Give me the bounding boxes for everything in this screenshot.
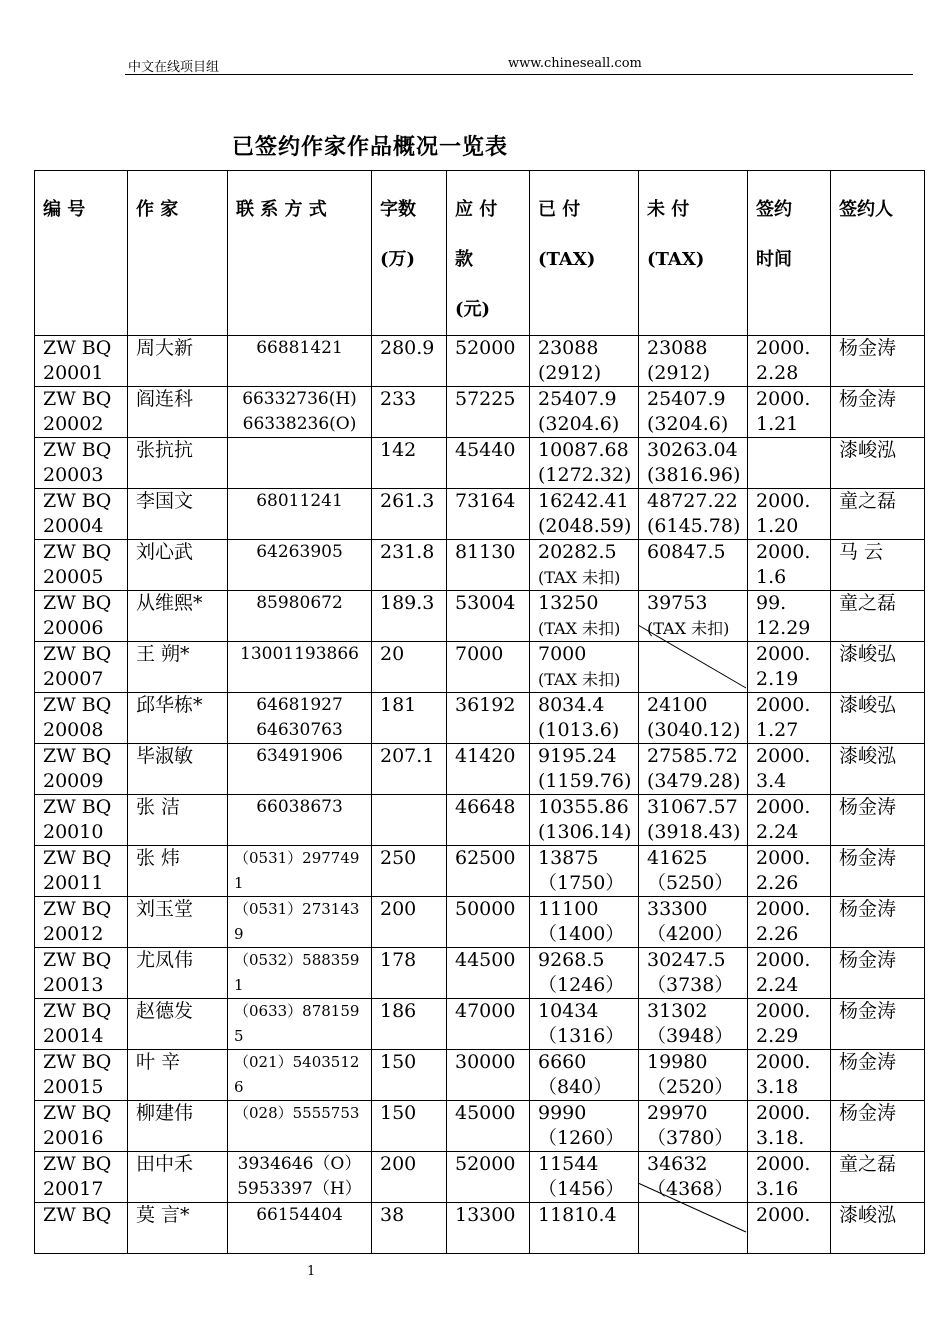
- cell-contact-line: 85980672: [256, 593, 343, 613]
- cell-paid-line: 16242.41: [538, 490, 629, 512]
- cell-date-line: 2.26: [756, 872, 799, 894]
- cell-date-line: 2000.: [756, 490, 811, 512]
- cell-author: 张抗抗: [128, 438, 228, 489]
- cell-words: 233: [372, 387, 447, 438]
- cell-author: 赵德发: [128, 999, 228, 1050]
- cell-unpaid-line: 27585.72: [647, 745, 738, 767]
- header-label: (万): [380, 249, 416, 270]
- cell-words: 186: [372, 999, 447, 1050]
- cell-paid-line: 25407.9: [538, 388, 617, 410]
- header-label: 应 付: [455, 199, 498, 220]
- cell-unpaid-line: 23088: [647, 337, 708, 359]
- cell-unpaid-line: （3948）: [647, 1025, 734, 1047]
- cell-due: 13300: [447, 1203, 530, 1254]
- cell-unpaid-line: 30247.5: [647, 949, 726, 971]
- cell-words: 189.3: [372, 591, 447, 642]
- cell-signer: 杨金涛: [831, 846, 925, 897]
- cell-id-line: ZW BQ: [43, 1102, 112, 1124]
- cell-id-line: 20007: [43, 668, 104, 690]
- header-url[interactable]: www.chineseall.com: [508, 56, 642, 71]
- cell-unpaid-line: 31067.57: [647, 796, 738, 818]
- cell-id-line: 20016: [43, 1127, 104, 1149]
- cell-author: 莫 言*: [128, 1203, 228, 1254]
- cell-date-line: 2000.: [756, 1000, 811, 1022]
- cell-author: 尤凤伟: [128, 948, 228, 999]
- cell-id-line: ZW BQ: [43, 745, 112, 767]
- cell-unpaid-line: (6145.78): [647, 515, 741, 537]
- cell-unpaid-line: （3780）: [647, 1127, 734, 1149]
- cell-date-line: 2.24: [756, 821, 799, 843]
- cell-signer: 杨金涛: [831, 897, 925, 948]
- cell-due: 57225: [447, 387, 530, 438]
- header-label: 未 付: [647, 199, 690, 220]
- cell-contact-line: 66881421: [256, 338, 343, 358]
- cell-signer: 漆峻泓: [831, 438, 925, 489]
- cell-unpaid-line: 29970: [647, 1102, 708, 1124]
- cell-paid-line: 10434: [538, 1000, 599, 1022]
- cell-due: 7000: [447, 642, 530, 693]
- cell-paid-line: (1306.14): [538, 821, 632, 843]
- cell-paid-line: (TAX 未扣): [538, 568, 621, 587]
- cell-id-line: 20002: [43, 413, 104, 435]
- cell-contact-line: 5953397（H）: [237, 1179, 362, 1199]
- cell-unpaid-line: (3040.12): [647, 719, 741, 741]
- cell-due: 45000: [447, 1101, 530, 1152]
- strike-line-last-row: [638, 1183, 746, 1232]
- cell-unpaid-line: (3204.6): [647, 413, 729, 435]
- cell-contact-line: 6: [234, 1078, 244, 1096]
- cell-contact-line: 13001193866: [240, 644, 359, 664]
- cell-paid-line: (3204.6): [538, 413, 620, 435]
- cell-due: 62500: [447, 846, 530, 897]
- cell-date-line: 2000.: [756, 1102, 811, 1124]
- cell-signer: 杨金涛: [831, 999, 925, 1050]
- cell-unpaid-line: （2520）: [647, 1076, 734, 1098]
- cell-unpaid-line: （4200）: [647, 923, 734, 945]
- cell-author: 李国文: [128, 489, 228, 540]
- cell-date-line: 2000.: [756, 337, 811, 359]
- cell-due: 52000: [447, 336, 530, 387]
- cell-due: 53004: [447, 591, 530, 642]
- cell-paid-line: (2912): [538, 362, 602, 384]
- cell-signer: 漆峻弘: [831, 693, 925, 744]
- cell-unpaid-line: （5250）: [647, 872, 734, 894]
- cell-words: 38: [372, 1203, 447, 1254]
- cell-date-line: 2000.: [756, 796, 811, 818]
- cell-due: 46648: [447, 795, 530, 846]
- cell-paid-line: 23088: [538, 337, 599, 359]
- cell-date-line: 2000.: [756, 694, 811, 716]
- cell-author: 张 洁: [128, 795, 228, 846]
- cell-unpaid-line: (3918.43): [647, 821, 741, 843]
- cell-author: 周大新: [128, 336, 228, 387]
- cell-contact-line: （0532）588359: [234, 951, 360, 969]
- cell-id-line: ZW BQ: [43, 949, 112, 971]
- cell-signer: 马 云: [831, 540, 925, 591]
- cell-id-line: ZW BQ: [43, 541, 112, 563]
- cell-contact-line: （021）5403512: [234, 1053, 360, 1071]
- cell-date-line: 3.18.: [756, 1127, 805, 1149]
- cell-date-line: 2000.: [756, 898, 811, 920]
- cell-contact-line: 5: [234, 1027, 244, 1045]
- cell-contact-line: （0531）297749: [234, 849, 360, 867]
- cell-words: 207.1: [372, 744, 447, 795]
- cell-author: 阎连科: [128, 387, 228, 438]
- cell-id-line: 20008: [43, 719, 104, 741]
- cell-due: 41420: [447, 744, 530, 795]
- cell-contact-line: （0531）273143: [234, 900, 360, 918]
- cell-due: 44500: [447, 948, 530, 999]
- cell-signer: 杨金涛: [831, 1101, 925, 1152]
- cell-paid-line: 11100: [538, 898, 599, 920]
- cell-contact-line: 9: [234, 925, 244, 943]
- cell-id-line: ZW BQ: [43, 847, 112, 869]
- cell-id-line: ZW BQ: [43, 1000, 112, 1022]
- cell-date-line: 3.16: [756, 1178, 799, 1200]
- cell-id-line: 20006: [43, 617, 104, 639]
- cell-date-line: 2.28: [756, 362, 799, 384]
- cell-date-line: 2.24: [756, 974, 799, 996]
- cell-paid-line: 13875: [538, 847, 599, 869]
- page-title: 已签约作家作品概况一览表: [232, 134, 509, 160]
- cell-paid-line: (TAX 未扣): [538, 670, 621, 689]
- cell-date-line: 2000.: [756, 1051, 811, 1073]
- cell-contact-line: 66332736(H): [242, 389, 357, 409]
- cell-signer: 杨金涛: [831, 1050, 925, 1101]
- cell-paid-line: （840）: [538, 1076, 613, 1098]
- cell-due: 47000: [447, 999, 530, 1050]
- cell-paid-line: （1456）: [538, 1178, 625, 1200]
- cell-words: 250: [372, 846, 447, 897]
- cell-signer: 杨金涛: [831, 795, 925, 846]
- header-label: 款: [455, 249, 473, 270]
- cell-signer: 童之磊: [831, 489, 925, 540]
- cell-id-line: 20010: [43, 821, 104, 843]
- cell-contact-line: 3934646（O）: [237, 1154, 362, 1174]
- cell-contact-line: 64681927: [256, 695, 343, 715]
- cell-paid-line: 9195.24: [538, 745, 617, 767]
- cell-date-line: 2.29: [756, 1025, 799, 1047]
- cell-words: 280.9: [372, 336, 447, 387]
- cell-contact-line: 68011241: [256, 491, 343, 511]
- cell-paid-line: 6660: [538, 1051, 587, 1073]
- cell-unpaid-line: (2912): [647, 362, 711, 384]
- cell-signer: 杨金涛: [831, 336, 925, 387]
- cell-words: 178: [372, 948, 447, 999]
- cell-signer: 童之磊: [831, 1152, 925, 1203]
- cell-id-line: ZW BQ: [43, 388, 112, 410]
- cell-date-line: 3.18: [756, 1076, 799, 1098]
- cell-id-line: ZW BQ: [43, 1153, 112, 1175]
- cell-unpaid-line: 31302: [647, 1000, 708, 1022]
- cell-id-line: ZW BQ: [43, 643, 112, 665]
- cell-id-line: ZW BQ: [43, 1204, 112, 1226]
- cell-id-line: 20013: [43, 974, 104, 996]
- cell-unpaid-line: 33300: [647, 898, 708, 920]
- header-label: 签约: [756, 199, 792, 220]
- cell-words: 261.3: [372, 489, 447, 540]
- cell-date-line: 2000.: [756, 745, 811, 767]
- cell-date-line: 2000.: [756, 541, 811, 563]
- cell-author: 柳建伟: [128, 1101, 228, 1152]
- cell-author: 毕淑敏: [128, 744, 228, 795]
- cell-paid-line: 8034.4: [538, 694, 605, 716]
- cell-author: 刘心武: [128, 540, 228, 591]
- cell-id-line: 20009: [43, 770, 104, 792]
- cell-signer: 杨金涛: [831, 948, 925, 999]
- cell-paid-line: (2048.59): [538, 515, 632, 537]
- header-label: 时间: [756, 249, 792, 270]
- cell-unpaid-line: 24100: [647, 694, 708, 716]
- cell-words: 200: [372, 897, 447, 948]
- cell-paid-line: (1159.76): [538, 770, 632, 792]
- cell-contact-line: 1: [234, 874, 244, 892]
- cell-words: 142: [372, 438, 447, 489]
- cell-paid-line: 11810.4: [538, 1204, 617, 1226]
- cell-id-line: ZW BQ: [43, 796, 112, 818]
- cell-id-line: 20004: [43, 515, 104, 537]
- cell-unpaid-line: (TAX 未扣): [647, 619, 730, 638]
- cell-id-line: 20005: [43, 566, 104, 588]
- cell-words: 231.8: [372, 540, 447, 591]
- cell-paid-line: (1013.6): [538, 719, 620, 741]
- cell-contact-line: （0633）878159: [234, 1002, 360, 1020]
- cell-id-line: 20015: [43, 1076, 104, 1098]
- cell-unpaid-line: (3816.96): [647, 464, 741, 486]
- cell-paid-line: 20282.5: [538, 541, 617, 563]
- cell-id-line: ZW BQ: [43, 1051, 112, 1073]
- cell-paid-line: 10087.68: [538, 439, 629, 461]
- cell-unpaid-line: 48727.22: [647, 490, 738, 512]
- cell-date-line: 1.27: [756, 719, 799, 741]
- cell-contact-line: （028）5555753: [234, 1104, 360, 1122]
- cell-words: 150: [372, 1050, 447, 1101]
- cell-unpaid-line: （4368）: [647, 1178, 734, 1200]
- cell-paid-line: 13250: [538, 592, 599, 614]
- cell-signer: 童之磊: [831, 591, 925, 642]
- header-label: 字数: [380, 199, 416, 220]
- cell-words: 181: [372, 693, 447, 744]
- cell-contact-line: 66154404: [256, 1205, 343, 1225]
- cell-words: 150: [372, 1101, 447, 1152]
- cell-date-line: 99.: [756, 592, 787, 614]
- cell-date-line: 2000.: [756, 949, 811, 971]
- cell-author: 邱华栋*: [128, 693, 228, 744]
- cell-paid-line: 9990: [538, 1102, 587, 1124]
- cell-due: 36192: [447, 693, 530, 744]
- cell-paid-line: 10355.86: [538, 796, 629, 818]
- cell-unpaid-line: 60847.5: [647, 541, 726, 563]
- cell-unpaid-line: (3479.28): [647, 770, 741, 792]
- cell-words: 20: [372, 642, 447, 693]
- cell-date-line: 12.29: [756, 617, 811, 639]
- cell-paid-line: （1400）: [538, 923, 625, 945]
- cell-author: 从维熙*: [128, 591, 228, 642]
- cell-id-line: ZW BQ: [43, 439, 112, 461]
- header-label: 作 家: [136, 199, 179, 220]
- cell-unpaid-line: 25407.9: [647, 388, 726, 410]
- cell-date-line: 2000.: [756, 388, 811, 410]
- cell-unpaid-line: 19980: [647, 1051, 708, 1073]
- cell-due: 73164: [447, 489, 530, 540]
- cell-id-line: ZW BQ: [43, 337, 112, 359]
- cell-contact-line: 1: [234, 976, 244, 994]
- cell-author: 田中禾: [128, 1152, 228, 1203]
- cell-due: 81130: [447, 540, 530, 591]
- cell-due: 30000: [447, 1050, 530, 1101]
- page-number: 1: [307, 1264, 316, 1279]
- header-left: 中文在线项目组: [128, 60, 220, 75]
- cell-paid-line: （1750）: [538, 872, 625, 894]
- cell-unpaid-line: （3738）: [647, 974, 734, 996]
- cell-unpaid-line: 41625: [647, 847, 708, 869]
- cell-author: 叶 辛: [128, 1050, 228, 1101]
- cell-author: 刘玉堂: [128, 897, 228, 948]
- cell-date-line: 2.26: [756, 923, 799, 945]
- cell-id-line: 20001: [43, 362, 104, 384]
- cell-id-line: 20012: [43, 923, 104, 945]
- cell-contact-line: 63491906: [256, 746, 343, 766]
- cell-unpaid-line: 30263.04: [647, 439, 738, 461]
- cell-paid-line: （1260）: [538, 1127, 625, 1149]
- cell-date-line: 3.4: [756, 770, 787, 792]
- cell-due: 45440: [447, 438, 530, 489]
- header-label: 编 号: [43, 199, 86, 220]
- cell-unpaid-line: 34632: [647, 1153, 708, 1175]
- cell-signer: 漆峻泓: [831, 1203, 925, 1254]
- cell-due: 52000: [447, 1152, 530, 1203]
- header-label: 联 系 方 式: [236, 199, 327, 220]
- cell-signer: 杨金涛: [831, 387, 925, 438]
- cell-paid-line: 7000: [538, 643, 587, 665]
- cell-words: 200: [372, 1152, 447, 1203]
- cell-paid-line: 9268.5: [538, 949, 605, 971]
- cell-date-line: 2000.: [756, 1204, 811, 1226]
- cell-date-line: 1.21: [756, 413, 799, 435]
- header-label: (元): [455, 299, 491, 320]
- cell-id-line: ZW BQ: [43, 490, 112, 512]
- cell-paid-line: （1246）: [538, 974, 625, 996]
- cell-date-line: 1.6: [756, 566, 787, 588]
- cell-id-line: ZW BQ: [43, 592, 112, 614]
- cell-due: 50000: [447, 897, 530, 948]
- cell-contact-line: 64263905: [256, 542, 343, 562]
- cell-id-line: 20014: [43, 1025, 104, 1047]
- cell-signer: 漆峻弘: [831, 642, 925, 693]
- cell-signer: 漆峻泓: [831, 744, 925, 795]
- cell-id-line: ZW BQ: [43, 898, 112, 920]
- cell-date-line: 1.20: [756, 515, 799, 537]
- cell-contact-line: 64630763: [256, 720, 343, 740]
- cell-id-line: ZW BQ: [43, 694, 112, 716]
- cell-author: 张 炜: [128, 846, 228, 897]
- cell-id-line: 20011: [43, 872, 104, 894]
- header-label: (TAX): [538, 249, 596, 270]
- cell-unpaid-line: 39753: [647, 592, 708, 614]
- strike-line-20007: [638, 625, 746, 688]
- cell-paid-line: 11544: [538, 1153, 599, 1175]
- cell-id-line: 20017: [43, 1178, 104, 1200]
- cell-date-line: 2000.: [756, 643, 811, 665]
- cell-paid-line: （1316）: [538, 1025, 625, 1047]
- cell-date-line: 2000.: [756, 847, 811, 869]
- header-label: 签约人: [839, 199, 893, 220]
- cell-author: 王 朔*: [128, 642, 228, 693]
- cell-id-line: 20003: [43, 464, 104, 486]
- header-label: 已 付: [538, 199, 581, 220]
- cell-paid-line: (1272.32): [538, 464, 632, 486]
- header-label: (TAX): [647, 249, 705, 270]
- cell-contact-line: 66038673: [256, 797, 343, 817]
- cell-date-line: 2.19: [756, 668, 799, 690]
- cell-contact-line: 66338236(O): [242, 414, 357, 434]
- cell-paid-line: (TAX 未扣): [538, 619, 621, 638]
- cell-date-line: 2000.: [756, 1153, 811, 1175]
